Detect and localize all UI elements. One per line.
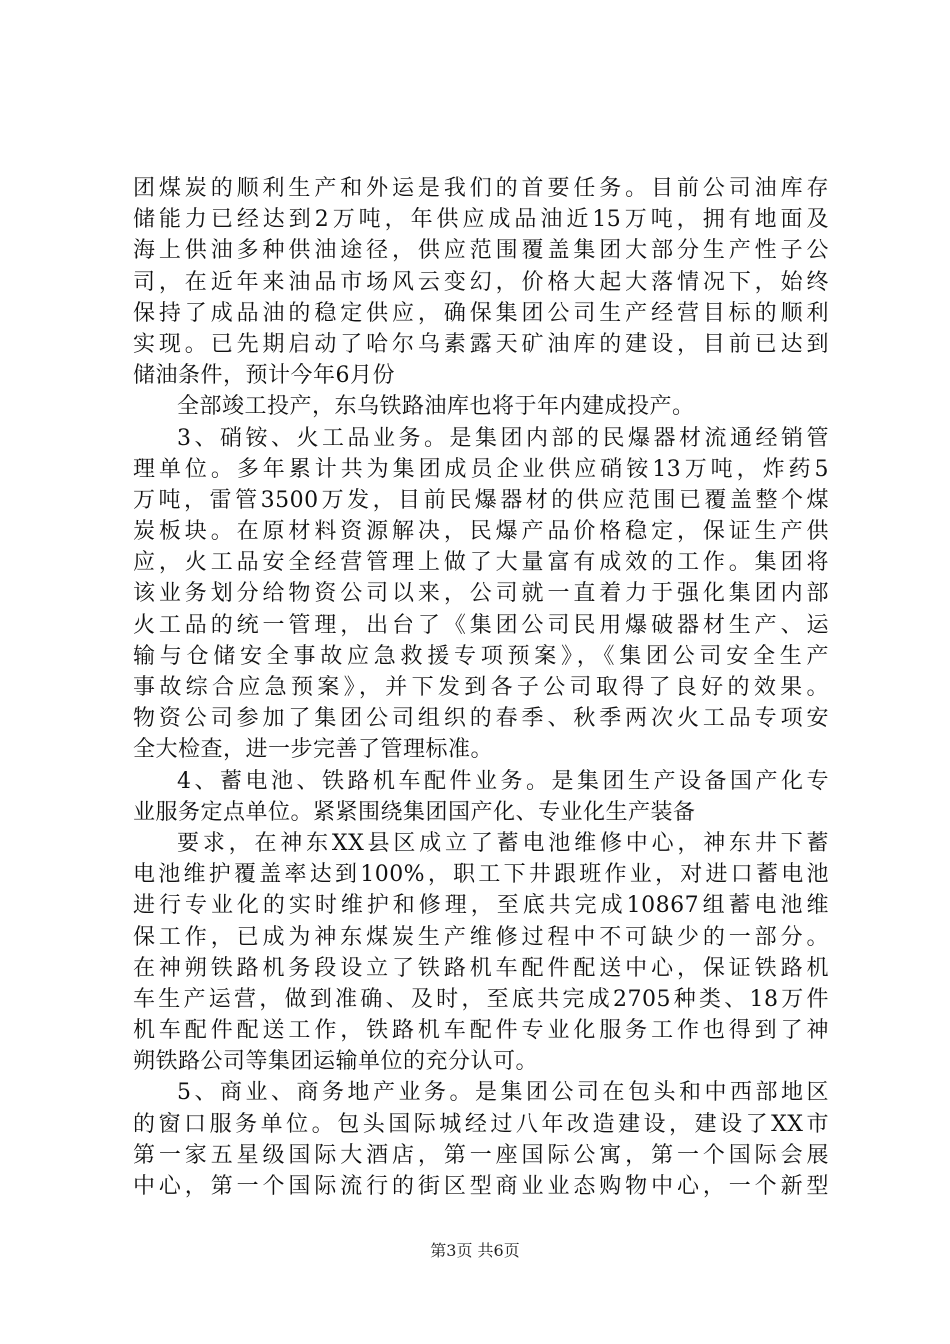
text-line: 司，在近年来油品市场风云变幻，价格大起大落情况下，始终 [133,269,829,295]
page-footer: 第3页 共6页 [430,1241,520,1260]
text-line: 保工作，已成为神东煤炭生产维修过程中不可缺少的一部分。 [133,924,829,950]
text-line: 海上供油多种供油途径，供应范围覆盖集团大部分生产性子公 [133,238,829,264]
text-line: 全大检查，进一步完善了管理标准。 [133,737,494,763]
text-line: 储油条件，预计今年6月份 [133,363,395,389]
text-line: 要求，在神东XX县区成立了蓄电池维修中心，神东井下蓄 [177,830,829,856]
text-line: 机车配件配送工作，铁路机车配件专业化服务工作也得到了神 [133,1018,829,1044]
text-line: 在神朔铁路机务段设立了铁路机车配件配送中心，保证铁路机 [133,955,829,981]
text-line: 物资公司参加了集团公司组织的春季、秋季两次火工品专项安 [133,706,829,732]
text-line: 保持了成品油的稳定供应，确保集团公司生产经营目标的顺利 [133,300,829,326]
document-body [133,173,829,1202]
text-line: 万吨，雷管3500万发，目前民爆器材的供应范围已覆盖整个煤 [133,487,829,513]
text-line: 输与仓储安全事故应急救援专项预案》，《集团公司安全生产 [133,643,829,669]
text-line: 团煤炭的顺利生产和外运是我们的首要任务。目前公司油库存 [133,176,829,201]
text-line: 全部竣工投产，东乌铁路油库也将于年内建成投产。 [177,394,695,420]
text-line: 理单位。多年累计共为集团成员企业供应硝铵13万吨，炸药5 [133,456,829,482]
text-line: 朔铁路公司等集团运输单位的充分认可。 [133,1049,539,1075]
text-line: 的窗口服务单位。包头国际城经过八年改造建设，建设了XX市 [133,1111,829,1137]
text-line: 业服务定点单位。紧紧围绕集团国产化、专业化生产装备 [133,799,696,825]
text-line: 4、蓄电池、铁路机车配件业务。是集团生产设备国产化专 [177,768,829,794]
text-line: 实现。已先期启动了哈尔乌素露天矿油库的建设，目前已达到 [133,331,829,357]
text-line: 火工品的统一管理，出台了《集团公司民用爆破器材生产、运 [133,612,829,638]
text-line: 第一家五星级国际大酒店，第一座国际公寓，第一个国际会展 [133,1142,829,1168]
text-line: 储能力已经达到2万吨，年供应成品油近15万吨，拥有地面及 [133,207,829,233]
text-line: 5、商业、商务地产业务。是集团公司在包头和中西部地区 [177,1080,829,1106]
text-line: 中心，第一个国际流行的街区型商业业态购物中心，一个新型 [133,1174,829,1199]
text-line: 事故综合应急预案》，并下发到各子公司取得了良好的效果。 [133,675,829,700]
text-line: 该业务划分给物资公司以来，公司就一直着力于强化集团内部 [133,581,829,607]
text-line: 车生产运营，做到准确、及时，至底共完成2705种类、18万件 [133,986,829,1012]
text-line: 炭板块。在原材料资源解决，民爆产品价格稳定，保证生产供 [133,519,829,545]
text-line: 电池维护覆盖率达到100%，职工下井跟班作业，对进口蓄电池 [133,862,829,888]
text-line: 应，火工品安全经营管理上做了大量富有成效的工作。集团将 [133,550,829,576]
text-line: 进行专业化的实时维护和修理，至底共完成10867组蓄电池维 [133,893,829,919]
text-line: 3、硝铵、火工品业务。是集团内部的民爆器材流通经销管 [177,425,829,451]
